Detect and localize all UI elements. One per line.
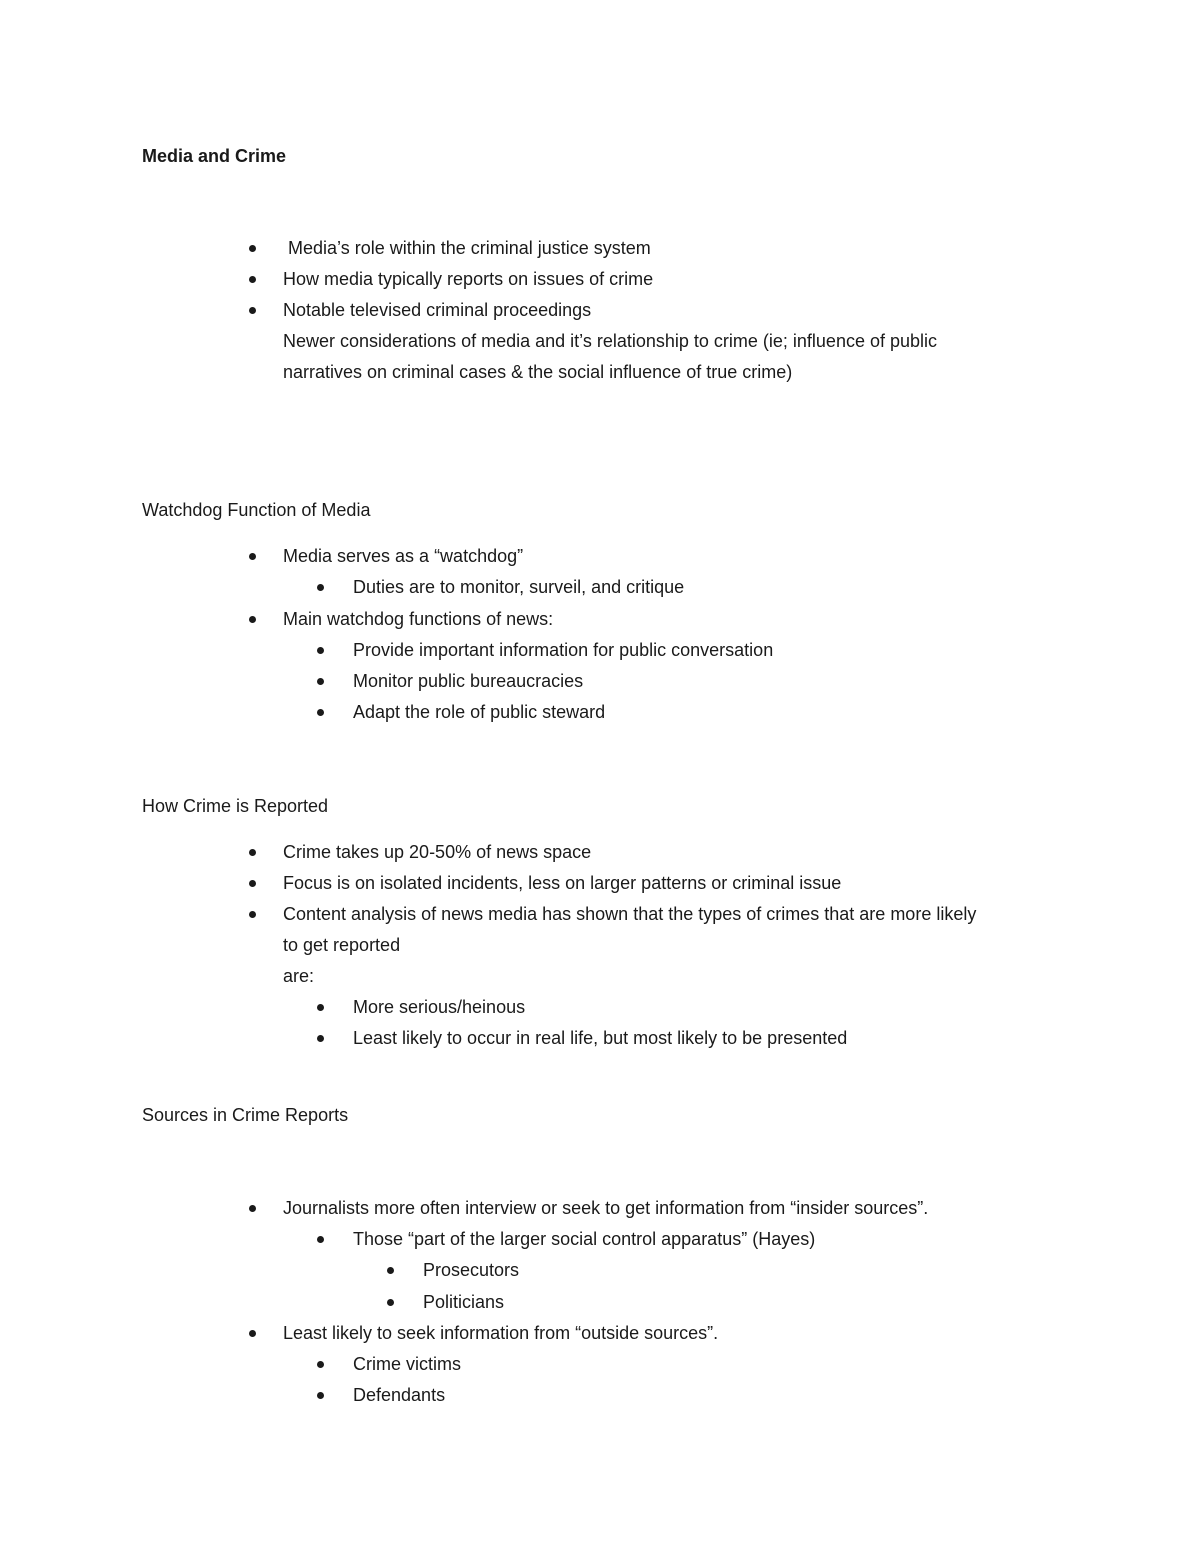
bullet-icon xyxy=(317,1035,324,1042)
bullet-icon xyxy=(249,245,256,252)
sub-list-item xyxy=(353,635,773,666)
list-item-text: Those “part of the larger social control apparatus” (Hayes) xyxy=(353,1229,816,1249)
bullet-icon xyxy=(317,1392,324,1399)
list-item-text: Least likely to seek information from “outside sources”. xyxy=(283,1323,719,1343)
list-item-text: Focus is on isolated incidents, less on larger patterns or criminal issue xyxy=(283,873,842,893)
list-item-text: Provide important information for public conversation xyxy=(353,640,774,660)
sub-list-item xyxy=(353,1023,847,1054)
sub-list-item xyxy=(353,1349,461,1380)
list-item xyxy=(283,604,553,635)
bullet-icon xyxy=(387,1299,394,1306)
bullet-icon xyxy=(249,276,256,283)
list-item-text: Main watchdog functions of news: xyxy=(283,609,554,629)
continuation-text: Newer considerations of media and it’s relationship to crime (ie; influence of public xyxy=(283,331,938,351)
list-item-text: Duties are to monitor, surveil, and critique xyxy=(353,577,685,597)
bullet-icon xyxy=(317,584,324,591)
sub-list-item xyxy=(353,1380,445,1411)
list-item-text: Media’s role within the criminal justice system xyxy=(283,238,651,258)
continuation-text: narratives on criminal cases & the social influence of true crime) xyxy=(283,362,793,382)
continuation-text: to get reported xyxy=(283,935,401,955)
sub-sub-list-item xyxy=(423,1287,504,1318)
section-heading-watchdog: Watchdog Function of Media xyxy=(142,500,371,520)
list-item xyxy=(283,264,653,295)
list-item xyxy=(283,1318,718,1349)
section-heading-sources: Sources in Crime Reports xyxy=(142,1105,349,1125)
bullet-icon xyxy=(249,553,256,560)
list-item xyxy=(283,541,523,572)
sub-list-item xyxy=(353,1224,815,1255)
bullet-icon xyxy=(249,849,256,856)
bullet-icon xyxy=(317,1236,324,1243)
list-item xyxy=(283,233,651,264)
bullet-icon xyxy=(249,616,256,623)
bullet-icon xyxy=(387,1267,394,1274)
list-item xyxy=(283,837,591,868)
bullet-icon xyxy=(317,709,324,716)
bullet-icon xyxy=(249,911,256,918)
list-item-text: Adapt the role of public steward xyxy=(353,702,606,722)
sub-list-item xyxy=(353,666,583,697)
section-heading-reported: How Crime is Reported xyxy=(142,796,329,816)
list-item-text: More serious/heinous xyxy=(353,997,526,1017)
bullet-icon xyxy=(249,880,256,887)
list-item-text: Monitor public bureaucracies xyxy=(353,671,584,691)
list-item-text: Defendants xyxy=(353,1385,446,1405)
list-item-text: Crime takes up 20-50% of news space xyxy=(283,842,592,862)
sub-sub-list-item xyxy=(423,1255,519,1286)
list-item-text: Crime victims xyxy=(353,1354,461,1374)
list-item xyxy=(283,899,976,930)
bullet-icon xyxy=(317,1004,324,1011)
document-title: Media and Crime xyxy=(142,146,287,166)
list-item-text: Journalists more often interview or seek to get information from “insider sources”. xyxy=(283,1198,929,1218)
sub-list-item xyxy=(353,697,605,728)
list-item-text: How media typically reports on issues of crime xyxy=(283,269,654,289)
bullet-icon xyxy=(249,1330,256,1337)
continuation-text: are: xyxy=(283,966,315,986)
sub-list-item xyxy=(353,992,525,1023)
bullet-icon xyxy=(317,1361,324,1368)
list-item xyxy=(283,868,841,899)
list-item-text: Least likely to occur in real life, but most likely to be presented xyxy=(353,1028,848,1048)
bullet-icon xyxy=(249,1205,256,1212)
list-item-text: Notable televised criminal proceedings xyxy=(283,300,592,320)
bullet-icon xyxy=(249,307,256,314)
list-item-text: Content analysis of news media has shown that the types of crimes that are more likely xyxy=(283,904,977,924)
list-item-text: Politicians xyxy=(423,1292,505,1312)
list-item-text: Media serves as a “watchdog” xyxy=(283,546,524,566)
list-item-text: Prosecutors xyxy=(423,1260,520,1280)
bullet-icon xyxy=(317,678,324,685)
list-item xyxy=(283,1193,928,1224)
bullet-icon xyxy=(317,647,324,654)
sub-list-item xyxy=(353,572,684,603)
list-item xyxy=(283,295,591,326)
